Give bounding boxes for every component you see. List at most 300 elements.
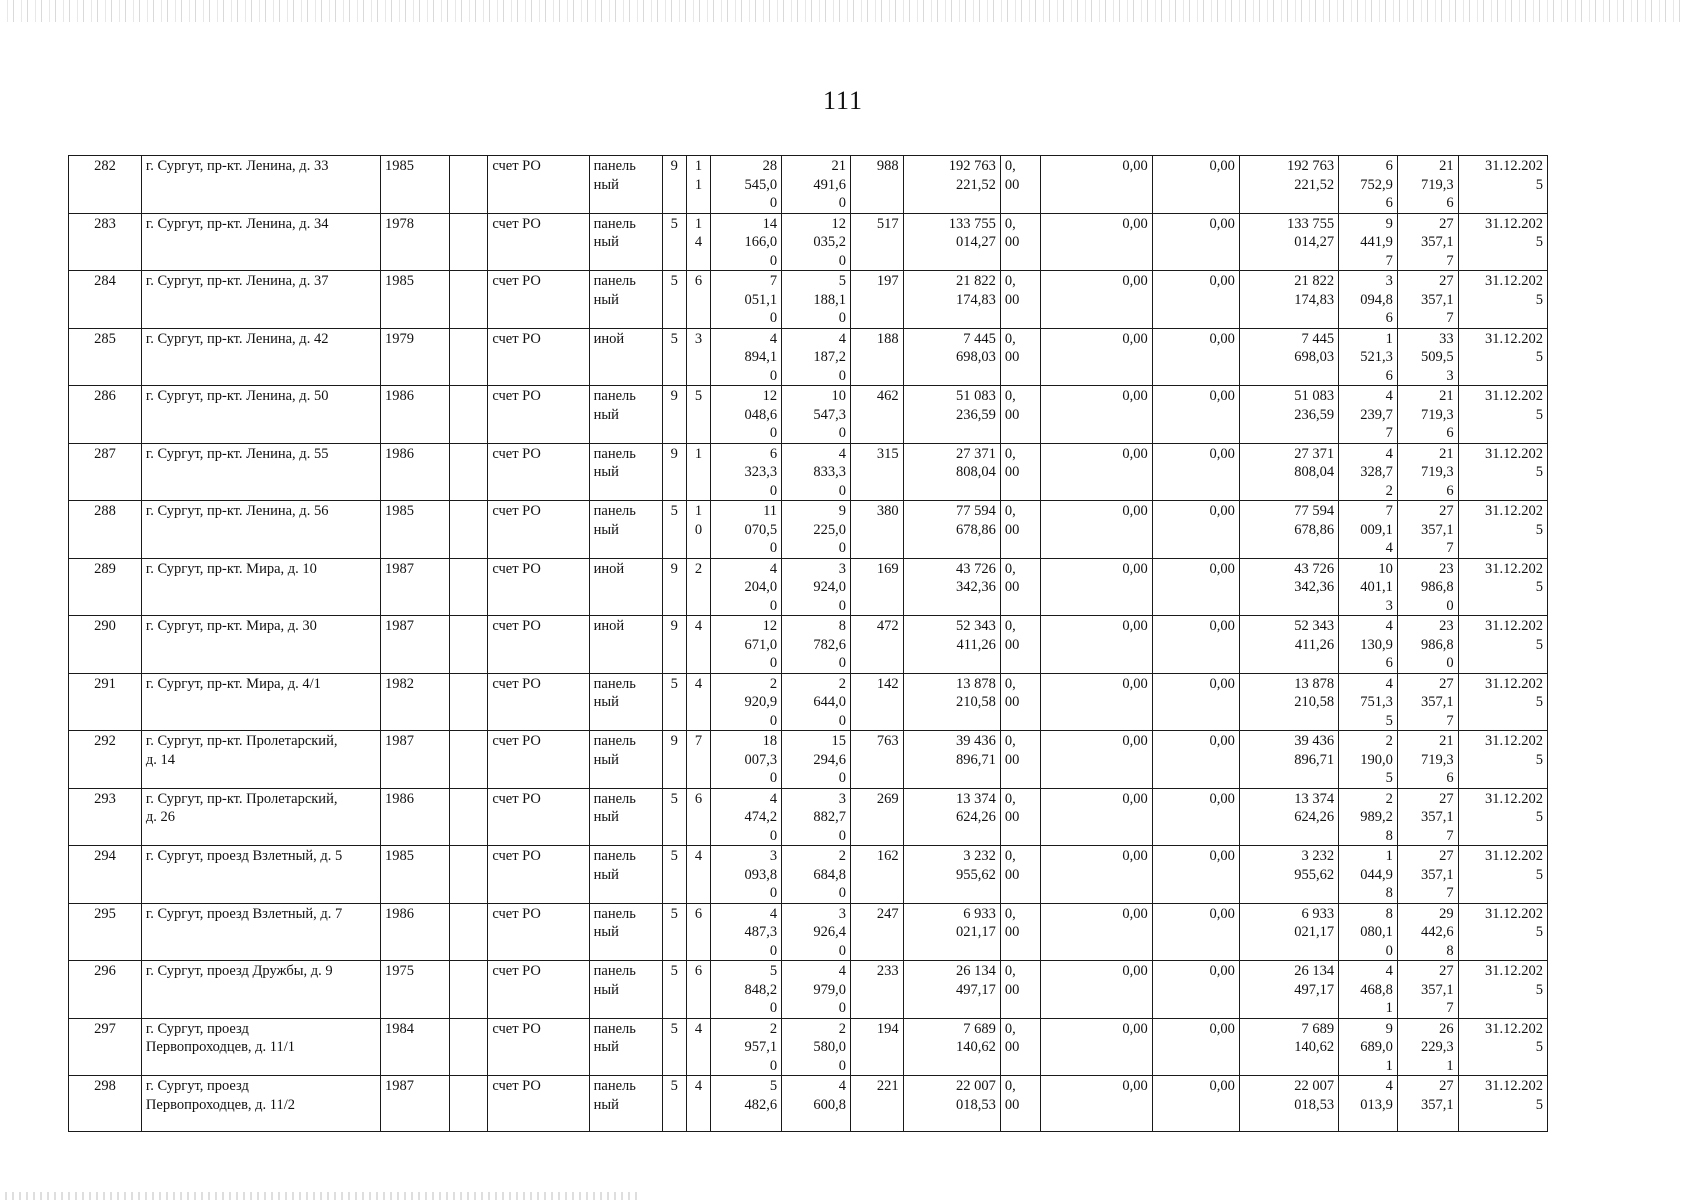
federal-funds-cell xyxy=(1041,673,1152,731)
address-text: г. Сургут, пр-кт. Ленина, д. 37 xyxy=(145,273,329,289)
fund-method-cell xyxy=(488,1076,589,1132)
row-number-text: 285 xyxy=(94,330,116,347)
fund-method-cell xyxy=(488,846,589,904)
empty-column-cell xyxy=(449,616,487,674)
empty-column-cell xyxy=(449,213,487,271)
federal-funds-text: 0,00 xyxy=(1122,790,1148,807)
build-year-text: 1979 xyxy=(384,330,414,347)
fund-method-text: счет РО xyxy=(492,330,541,347)
living-area-text: 3 924,0 0 xyxy=(813,560,846,614)
regional-funds-text: 0,00 xyxy=(1209,1020,1235,1037)
regional-funds-cell xyxy=(1152,443,1239,501)
empty-column-cell xyxy=(449,903,487,961)
unit-cost-text: 4 751,3 5 xyxy=(1360,675,1393,729)
federal-funds-cell xyxy=(1041,443,1152,501)
unit-cost-text: 7 009,1 4 xyxy=(1360,503,1393,556)
wall-material-text: панель ный xyxy=(593,675,636,710)
build-year-cell xyxy=(380,731,449,789)
entrances-text: 6 xyxy=(694,790,703,807)
fund-method-cell xyxy=(488,731,589,789)
wall-material-text: иной xyxy=(593,560,625,577)
build-year-cell xyxy=(380,328,449,386)
owner-funds-text: 52 343 411,26 xyxy=(1294,618,1335,653)
total-area-text: 4 474,2 0 xyxy=(744,790,778,844)
wall-material-text: панель ный xyxy=(593,1020,636,1055)
completion-date-text: 31.12.202 5 xyxy=(1485,445,1543,480)
wall-material-text: панель ный xyxy=(593,215,636,250)
max-unit-cost-text: 23 986,8 0 xyxy=(1421,560,1454,614)
cost-total-cell xyxy=(903,903,1000,961)
table-row xyxy=(69,961,1548,1019)
max-unit-cost-cell xyxy=(1397,386,1458,444)
living-area-text: 4 833,3 0 xyxy=(813,445,846,499)
address-text: г. Сургут, пр-кт. Пролетарский, д. 26 xyxy=(145,790,338,825)
entrances-cell xyxy=(686,501,710,559)
wall-material-text: панель ный xyxy=(593,158,636,193)
owner-funds-text: 13 374 624,26 xyxy=(1294,790,1335,825)
unit-cost-text: 4 130,9 6 xyxy=(1360,618,1393,671)
residents-cell xyxy=(850,328,903,386)
living-area-text: 10 547,3 0 xyxy=(813,388,846,441)
residents-text: 269 xyxy=(876,790,899,807)
cost-total-cell xyxy=(903,1076,1000,1132)
entrances-cell xyxy=(686,386,710,444)
floors-cell xyxy=(662,1076,686,1132)
share-text: 0, 00 xyxy=(1004,1078,1020,1113)
completion-date-text: 31.12.202 5 xyxy=(1485,158,1543,193)
living-area-cell xyxy=(782,156,851,214)
unit-cost-text: 2 989,2 8 xyxy=(1360,790,1393,844)
max-unit-cost-text: 27 357,1 xyxy=(1421,1078,1454,1113)
regional-funds-cell xyxy=(1152,1076,1239,1132)
fund-method-text: счет РО xyxy=(492,560,541,577)
entrances-text: 4 xyxy=(694,1078,703,1094)
completion-date-text: 31.12.202 5 xyxy=(1485,675,1543,710)
owner-funds-cell xyxy=(1239,961,1338,1019)
living-area-text: 3 882,7 0 xyxy=(813,790,846,844)
floors-cell xyxy=(662,788,686,846)
regional-funds-text: 0,00 xyxy=(1209,273,1235,289)
completion-date-text: 31.12.202 5 xyxy=(1485,1078,1543,1113)
total-area-text: 7 051,1 0 xyxy=(744,273,778,326)
residents-cell xyxy=(850,213,903,271)
cost-total-cell xyxy=(903,443,1000,501)
total-area-cell xyxy=(711,213,782,271)
max-unit-cost-text: 27 357,1 7 xyxy=(1421,273,1454,326)
wall-material-cell xyxy=(589,903,662,961)
fund-method-text: счет РО xyxy=(492,1020,541,1037)
address-cell xyxy=(141,386,380,444)
entrances-cell xyxy=(686,846,710,904)
row-number-text: 297 xyxy=(94,1020,116,1037)
cost-total-text: 3 232 955,62 xyxy=(955,848,996,883)
federal-funds-text: 0,00 xyxy=(1122,388,1148,404)
address-cell xyxy=(141,788,380,846)
empty-column-cell xyxy=(449,788,487,846)
wall-material-cell xyxy=(589,673,662,731)
residents-cell xyxy=(850,1018,903,1076)
cost-total-cell xyxy=(903,616,1000,674)
regional-funds-cell xyxy=(1152,386,1239,444)
cost-total-text: 13 374 624,26 xyxy=(955,790,996,825)
max-unit-cost-text: 21 719,3 6 xyxy=(1421,445,1454,499)
federal-funds-text: 0,00 xyxy=(1122,733,1148,749)
table-row xyxy=(69,386,1548,444)
table-row xyxy=(69,443,1548,501)
residents-text: 221 xyxy=(876,1078,899,1094)
build-year-cell xyxy=(380,386,449,444)
entrances-text: 4 xyxy=(694,848,703,864)
table-row xyxy=(69,1018,1548,1076)
empty-column-cell xyxy=(449,386,487,444)
completion-date-text: 31.12.202 5 xyxy=(1485,1020,1543,1055)
owner-funds-text: 43 726 342,36 xyxy=(1294,560,1335,595)
residents-cell xyxy=(850,961,903,1019)
max-unit-cost-text: 27 357,1 7 xyxy=(1421,503,1454,556)
build-year-cell xyxy=(380,961,449,1019)
build-year-text: 1987 xyxy=(384,560,414,577)
row-number-cell xyxy=(69,213,142,271)
cost-total-cell xyxy=(903,731,1000,789)
owner-funds-cell xyxy=(1239,1076,1338,1132)
floors-text: 9 xyxy=(670,560,678,577)
floors-text: 9 xyxy=(670,445,678,462)
entrances-cell xyxy=(686,213,710,271)
federal-funds-text: 0,00 xyxy=(1122,560,1148,577)
address-cell xyxy=(141,328,380,386)
regional-funds-cell xyxy=(1152,961,1239,1019)
max-unit-cost-cell xyxy=(1397,213,1458,271)
row-number-cell xyxy=(69,731,142,789)
table-row xyxy=(69,731,1548,789)
share-cell xyxy=(1000,501,1041,559)
address-text: г. Сургут, пр-кт. Мира, д. 10 xyxy=(145,560,317,577)
row-number-cell xyxy=(69,386,142,444)
fund-method-cell xyxy=(488,501,589,559)
federal-funds-cell xyxy=(1041,731,1152,789)
wall-material-text: панель ный xyxy=(593,905,636,940)
residents-text: 247 xyxy=(876,905,899,922)
entrances-text: 6 xyxy=(694,273,703,289)
fund-method-cell xyxy=(488,328,589,386)
federal-funds-cell xyxy=(1041,1018,1152,1076)
regional-funds-cell xyxy=(1152,328,1239,386)
living-area-text: 12 035,2 0 xyxy=(813,215,846,269)
fund-method-cell xyxy=(488,961,589,1019)
fund-method-cell xyxy=(488,1018,589,1076)
entrances-text: 1 0 xyxy=(694,503,703,538)
completion-date-text: 31.12.202 5 xyxy=(1485,503,1543,538)
total-area-text: 5 848,2 0 xyxy=(744,963,778,1016)
address-text: г. Сургут, проезд Взлетный, д. 5 xyxy=(145,848,343,864)
address-text: г. Сургут, пр-кт. Ленина, д. 50 xyxy=(145,388,329,404)
unit-cost-cell xyxy=(1339,673,1398,731)
share-cell xyxy=(1000,558,1041,616)
build-year-cell xyxy=(380,846,449,904)
max-unit-cost-text: 21 719,3 6 xyxy=(1421,388,1454,441)
floors-text: 5 xyxy=(670,503,678,519)
residents-cell xyxy=(850,846,903,904)
cost-total-text: 192 763 221,52 xyxy=(948,158,996,193)
unit-cost-text: 6 752,9 6 xyxy=(1360,158,1393,211)
wall-material-text: иной xyxy=(593,618,625,634)
owner-funds-cell xyxy=(1239,616,1338,674)
total-area-text: 3 093,8 0 xyxy=(744,848,778,901)
living-area-cell xyxy=(782,328,851,386)
total-area-cell xyxy=(711,846,782,904)
floors-cell xyxy=(662,731,686,789)
owner-funds-cell xyxy=(1239,501,1338,559)
build-year-cell xyxy=(380,156,449,214)
wall-material-cell xyxy=(589,328,662,386)
cost-total-text: 21 822 174,83 xyxy=(955,273,996,308)
address-text: г. Сургут, пр-кт. Ленина, д. 33 xyxy=(145,158,329,174)
cost-total-cell xyxy=(903,213,1000,271)
living-area-text: 15 294,6 0 xyxy=(813,733,846,786)
row-number-text: 290 xyxy=(94,618,116,634)
wall-material-cell xyxy=(589,558,662,616)
floors-cell xyxy=(662,846,686,904)
share-cell xyxy=(1000,213,1041,271)
living-area-cell xyxy=(782,386,851,444)
total-area-cell xyxy=(711,616,782,674)
wall-material-text: панель ный xyxy=(593,733,636,768)
regional-funds-text: 0,00 xyxy=(1209,618,1235,634)
completion-date-cell xyxy=(1458,443,1547,501)
regional-funds-text: 0,00 xyxy=(1209,733,1235,749)
unit-cost-cell xyxy=(1339,558,1398,616)
wall-material-cell xyxy=(589,1018,662,1076)
floors-cell xyxy=(662,443,686,501)
empty-column-cell xyxy=(449,961,487,1019)
table-row xyxy=(69,213,1548,271)
living-area-cell xyxy=(782,1076,851,1132)
wall-material-cell xyxy=(589,443,662,501)
cost-total-text: 133 755 014,27 xyxy=(948,215,996,250)
unit-cost-text: 9 441,9 7 xyxy=(1360,215,1393,269)
address-text: г. Сургут, пр-кт. Мира, д. 30 xyxy=(145,618,317,634)
max-unit-cost-cell xyxy=(1397,271,1458,329)
empty-column-cell xyxy=(449,558,487,616)
address-text: г. Сургут, пр-кт. Ленина, д. 42 xyxy=(145,330,329,347)
unit-cost-text: 4 239,7 7 xyxy=(1360,388,1393,441)
completion-date-cell xyxy=(1458,328,1547,386)
share-cell xyxy=(1000,616,1041,674)
total-area-text: 5 482,6 xyxy=(744,1078,778,1113)
total-area-cell xyxy=(711,788,782,846)
total-area-text: 6 323,3 0 xyxy=(744,445,778,499)
fund-method-cell xyxy=(488,156,589,214)
regional-funds-text: 0,00 xyxy=(1209,560,1235,577)
registry-table-body xyxy=(69,156,1548,1132)
address-cell xyxy=(141,501,380,559)
entrances-cell xyxy=(686,616,710,674)
total-area-text: 4 487,3 0 xyxy=(744,905,778,959)
share-cell xyxy=(1000,1018,1041,1076)
share-text: 0, 00 xyxy=(1004,273,1020,308)
entrances-cell xyxy=(686,788,710,846)
total-area-cell xyxy=(711,673,782,731)
floors-cell xyxy=(662,961,686,1019)
fund-method-text: счет РО xyxy=(492,273,541,289)
share-text: 0, 00 xyxy=(1004,618,1020,653)
federal-funds-text: 0,00 xyxy=(1122,445,1148,462)
living-area-cell xyxy=(782,616,851,674)
unit-cost-text: 8 080,1 0 xyxy=(1360,905,1393,959)
wall-material-text: панель ный xyxy=(593,273,636,308)
owner-funds-cell xyxy=(1239,846,1338,904)
floors-cell xyxy=(662,673,686,731)
regional-funds-text: 0,00 xyxy=(1209,330,1235,347)
share-cell xyxy=(1000,443,1041,501)
unit-cost-cell xyxy=(1339,328,1398,386)
total-area-cell xyxy=(711,731,782,789)
floors-cell xyxy=(662,328,686,386)
empty-column-cell xyxy=(449,846,487,904)
fund-method-text: счет РО xyxy=(492,158,541,174)
empty-column-cell xyxy=(449,1018,487,1076)
empty-column-cell xyxy=(449,673,487,731)
federal-funds-cell xyxy=(1041,961,1152,1019)
total-area-text: 11 070,5 0 xyxy=(744,503,778,556)
table-row xyxy=(69,846,1548,904)
build-year-text: 1975 xyxy=(384,963,414,979)
owner-funds-cell xyxy=(1239,386,1338,444)
max-unit-cost-text: 27 357,1 7 xyxy=(1421,675,1454,729)
federal-funds-cell xyxy=(1041,156,1152,214)
residents-cell xyxy=(850,501,903,559)
address-text: г. Сургут, проезд Дружбы, д. 9 xyxy=(145,963,333,979)
cost-total-text: 22 007 018,53 xyxy=(955,1078,996,1113)
federal-funds-text: 0,00 xyxy=(1122,273,1148,289)
owner-funds-cell xyxy=(1239,271,1338,329)
max-unit-cost-cell xyxy=(1397,731,1458,789)
federal-funds-cell xyxy=(1041,501,1152,559)
owner-funds-cell xyxy=(1239,903,1338,961)
floors-cell xyxy=(662,1018,686,1076)
address-cell xyxy=(141,1018,380,1076)
living-area-cell xyxy=(782,673,851,731)
federal-funds-text: 0,00 xyxy=(1122,330,1148,347)
table-row xyxy=(69,788,1548,846)
unit-cost-cell xyxy=(1339,443,1398,501)
build-year-text: 1984 xyxy=(384,1020,414,1037)
address-text: г. Сургут, пр-кт. Ленина, д. 34 xyxy=(145,215,329,232)
regional-funds-text: 0,00 xyxy=(1209,848,1235,864)
fund-method-text: счет РО xyxy=(492,675,541,692)
empty-column-cell xyxy=(449,1076,487,1132)
living-area-cell xyxy=(782,731,851,789)
unit-cost-text: 4 468,8 1 xyxy=(1360,963,1393,1016)
fund-method-text: счет РО xyxy=(492,848,541,864)
entrances-text: 2 xyxy=(694,560,703,577)
completion-date-text: 31.12.202 5 xyxy=(1485,388,1543,423)
total-area-text: 2 957,1 0 xyxy=(744,1020,778,1074)
row-number-text: 289 xyxy=(94,560,116,577)
build-year-text: 1982 xyxy=(384,675,414,692)
completion-date-cell xyxy=(1458,616,1547,674)
share-cell xyxy=(1000,328,1041,386)
share-text: 0, 00 xyxy=(1004,848,1020,883)
floors-cell xyxy=(662,501,686,559)
entrances-text: 4 xyxy=(694,675,703,692)
owner-funds-text: 51 083 236,59 xyxy=(1294,388,1335,423)
owner-funds-text: 27 371 808,04 xyxy=(1294,445,1335,480)
row-number-cell xyxy=(69,558,142,616)
total-area-text: 4 894,1 0 xyxy=(744,330,778,384)
max-unit-cost-cell xyxy=(1397,788,1458,846)
owner-funds-text: 3 232 955,62 xyxy=(1294,848,1335,883)
max-unit-cost-cell xyxy=(1397,558,1458,616)
regional-funds-text: 0,00 xyxy=(1209,158,1235,174)
residents-cell xyxy=(850,156,903,214)
address-cell xyxy=(141,1076,380,1132)
total-area-cell xyxy=(711,558,782,616)
share-text: 0, 00 xyxy=(1004,733,1020,768)
unit-cost-cell xyxy=(1339,903,1398,961)
share-text: 0, 00 xyxy=(1004,445,1020,480)
max-unit-cost-text: 23 986,8 0 xyxy=(1421,618,1454,671)
entrances-text: 3 xyxy=(694,330,703,347)
total-area-cell xyxy=(711,271,782,329)
cost-total-text: 6 933 021,17 xyxy=(955,905,996,940)
total-area-text: 14 166,0 0 xyxy=(744,215,778,269)
share-text: 0, 00 xyxy=(1004,963,1020,998)
owner-funds-cell xyxy=(1239,328,1338,386)
regional-funds-text: 0,00 xyxy=(1209,905,1235,922)
share-cell xyxy=(1000,903,1041,961)
share-cell xyxy=(1000,156,1041,214)
unit-cost-text: 2 190,0 5 xyxy=(1360,733,1393,786)
entrances-cell xyxy=(686,1076,710,1132)
floors-text: 5 xyxy=(670,790,678,807)
federal-funds-text: 0,00 xyxy=(1122,215,1148,232)
max-unit-cost-text: 21 719,3 6 xyxy=(1421,158,1454,211)
residents-text: 194 xyxy=(876,1020,899,1037)
completion-date-cell xyxy=(1458,501,1547,559)
row-number-cell xyxy=(69,271,142,329)
max-unit-cost-text: 27 357,1 7 xyxy=(1421,790,1454,844)
row-number-cell xyxy=(69,673,142,731)
owner-funds-text: 133 755 014,27 xyxy=(1287,215,1335,250)
share-cell xyxy=(1000,271,1041,329)
row-number-cell xyxy=(69,788,142,846)
owner-funds-text: 13 878 210,58 xyxy=(1294,675,1335,710)
entrances-text: 1 xyxy=(694,445,703,462)
federal-funds-text: 0,00 xyxy=(1122,618,1148,634)
cost-total-cell xyxy=(903,1018,1000,1076)
address-cell xyxy=(141,156,380,214)
total-area-text: 12 048,6 0 xyxy=(744,388,778,441)
residents-cell xyxy=(850,788,903,846)
living-area-cell xyxy=(782,501,851,559)
row-number-cell xyxy=(69,961,142,1019)
completion-date-cell xyxy=(1458,271,1547,329)
living-area-cell xyxy=(782,443,851,501)
residents-text: 462 xyxy=(876,388,899,404)
total-area-cell xyxy=(711,961,782,1019)
cost-total-cell xyxy=(903,673,1000,731)
wall-material-cell xyxy=(589,501,662,559)
unit-cost-text: 9 689,0 1 xyxy=(1360,1020,1393,1074)
build-year-text: 1978 xyxy=(384,215,414,232)
cost-total-text: 27 371 808,04 xyxy=(955,445,996,480)
residents-text: 763 xyxy=(876,733,899,749)
total-area-cell xyxy=(711,156,782,214)
max-unit-cost-text: 21 719,3 6 xyxy=(1421,733,1454,786)
living-area-text: 9 225,0 0 xyxy=(813,503,846,556)
floors-cell xyxy=(662,558,686,616)
